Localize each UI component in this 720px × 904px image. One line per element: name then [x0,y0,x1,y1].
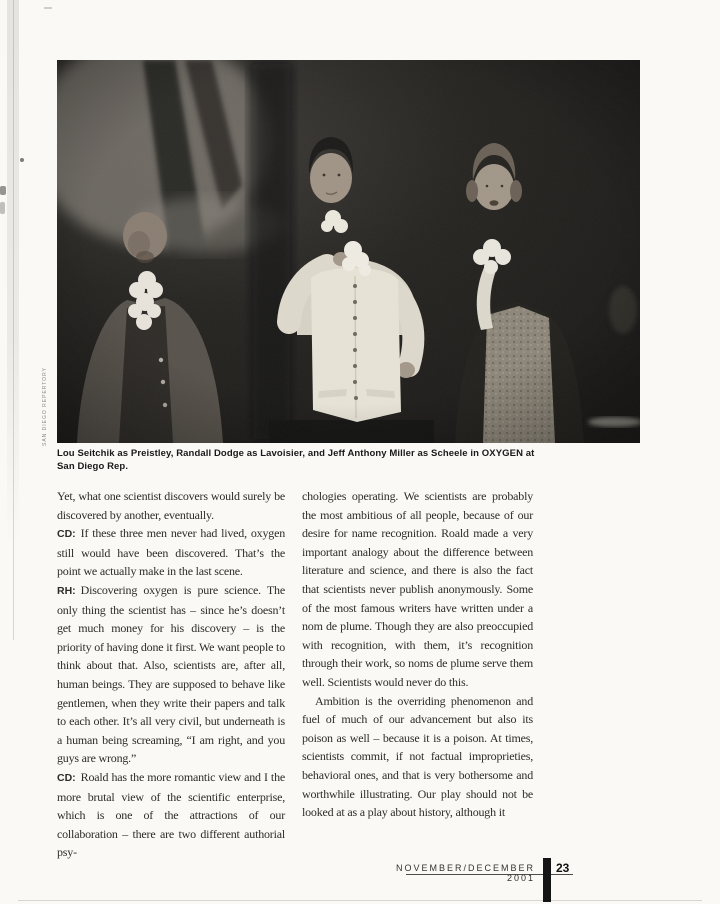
footer-accent-bar [543,858,551,902]
production-photo-art [57,60,640,443]
scan-artifact-dot [20,158,24,162]
footer-issue-date: NOVEMBER/DECEMBER 2001 [395,863,535,883]
caption-line: San Diego Rep. [57,461,129,472]
photo-caption [57,447,597,473]
scan-artifact-line [13,0,14,640]
body-paragraph: Ambition is the overriding phenomenon and fuel of much of our advancement but also its poison as well – because it is a poison. At times, scientists commit, if not factual improprieties, behavioral ones, and that is very bothersome and worthwhile illustrating. Our play should not be looked at as a play about history, although it [302,693,533,820]
scan-artifact-mark [0,202,5,214]
speaker-label: RH: [57,584,76,597]
production-photo [57,60,640,443]
speaker-label: CD: [57,771,76,784]
caption-line: Lou Seitchik as Preistley, Randall Dodge as Lavoisier, and Jeff Anthony Miller as Scheele in OXYGEN at [57,448,535,459]
photo-credit: SAN DIEGO REPERTORY [42,366,48,446]
page-edge-line [18,900,702,901]
speaker-label: CD: [57,528,76,541]
body-paragraph: CD: Roald has the more romantic view and I the more brutal view of the scientific enterprise, which is one of the attractions of our collaboration – there are two different authorial psy- [57,769,285,860]
body-paragraph: chologies operating. We scientists are probably the most ambitious of all people, because of our desire for name recognition. Roald made a very important analogy about the difference between literature and science, and there is also the fact that scientists never publish anonymously. Some of the most famous writers have written under a nom de plume. Though they are also preoccupied with recognition, with them, it’s recognition through their work, so noms de plume serve them well. Scientists would never do this. [302,489,533,689]
body-paragraph: RH: Discovering oxygen is pure science. The only thing the scientist has – since he’s doesn’t get much money for his discovery – is the priority of having done it first. We want people to think about that. Also, scientists are, after all, human beings. They are supposed to behave like gentlemen, when they write their papers and talk to each other. It’s all very civil, but underneath is a human being screaming, “I am right, and you guys are wrong.” [57,582,285,766]
body-paragraph: Yet, what one scientist discovers would surely be discovered by another, eventually. [57,489,285,522]
body-paragraph: CD: If these three men never had lived, oxygen still would have been discovered. That’s the point we actually make in the last scene. [57,526,285,579]
footer-page-number: 23 [556,861,570,875]
article-column-right [302,487,533,822]
scan-artifact-mark [0,186,6,195]
scan-artifact-dash [44,7,52,9]
article-column-left [57,487,285,862]
